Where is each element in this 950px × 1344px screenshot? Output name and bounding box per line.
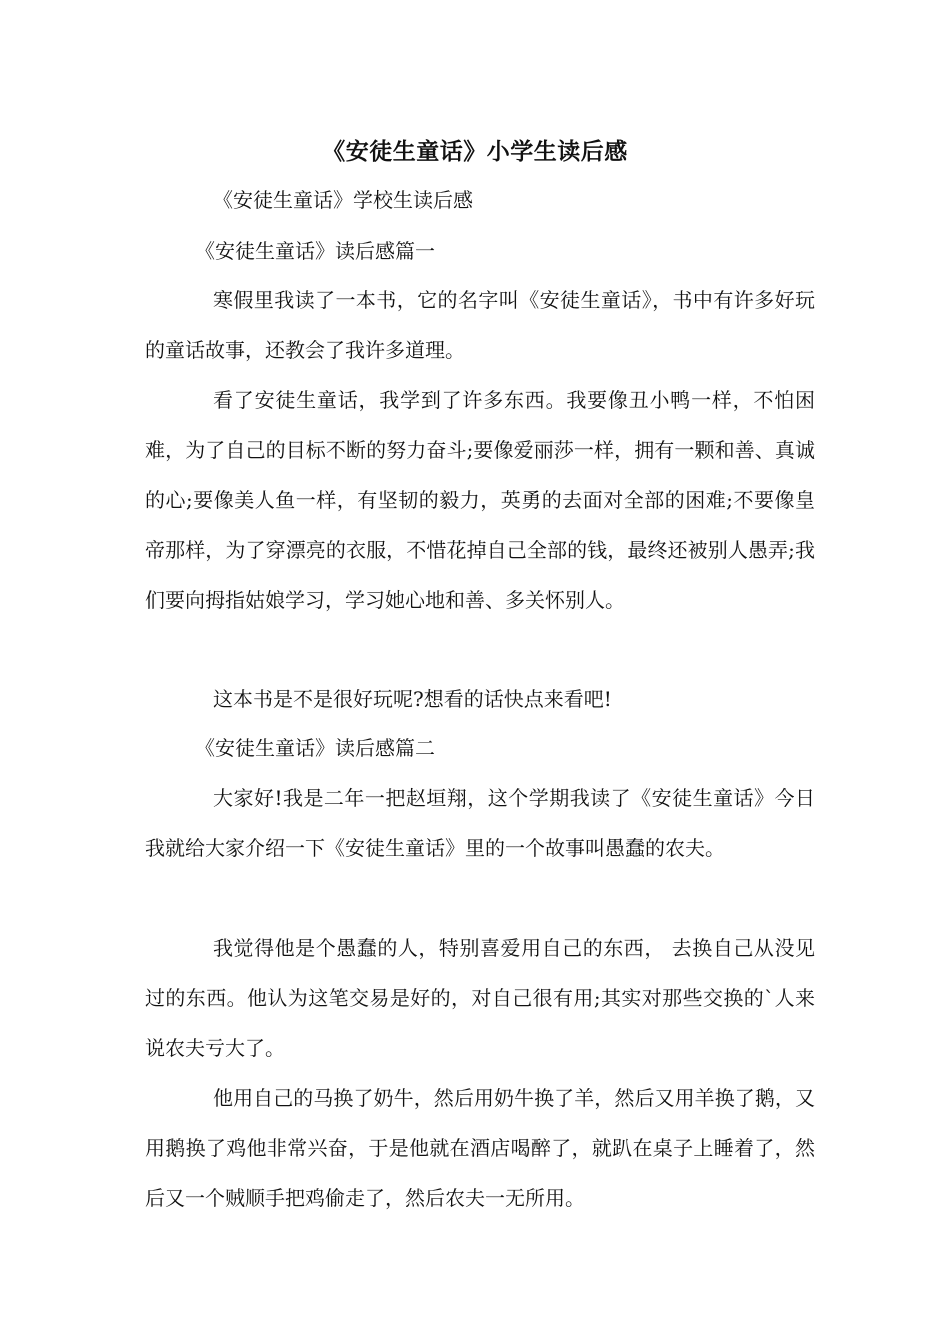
document-title: 《安徒生童话》小学生读后感 xyxy=(322,138,628,165)
paragraph-3: 这本书是不是很好玩呢?想看的话快点来看吧! xyxy=(213,687,612,711)
paragraph-1: 寒假里我读了一本书，它的名字叫《安徒生童话》，书中有许多好玩的童话故事，还教会了我许多道理。 xyxy=(145,288,815,362)
paragraph-6: 他用自己的马换了奶牛，然后用奶牛换了羊，然后又用羊换了鹅，又用鹅换了鸡他非常兴奋，于是他就在酒店喝醉了，就趴在桌子上睡着了，然后又一个贼顺手把鸡偷走了，然后农夫一无所用。 xyxy=(145,1086,815,1210)
section-heading-1: 《安徒生童话》读后感篇一 xyxy=(195,239,435,263)
paragraph-5: 我觉得他是个愚蠢的人，特别喜爱用自己的东西， 去换自己从没见过的东西。他认为这笔交易是好的，对自己很有用;其实对那些交换的`人来说农夫亏大了。 xyxy=(145,936,815,1060)
paragraph-2: 看了安徒生童话，我学到了许多东西。我要像丑小鸭一样，不怕困难，为了自己的目标不断的努力奋斗;要像爱丽莎一样，拥有一颗和善、真诚的心;要像美人鱼一样，有坚韧的毅力，英勇的去面对全部的困难;不要像皇帝那样，为了穿漂亮的衣服，不惜花掉自己全部的钱，最终还被别人愚弄;我们要向拇指姑娘学习，学习她心地和善、多关怀别人。 xyxy=(145,388,815,612)
document-subtitle: 《安徒生童话》学校生读后感 xyxy=(213,188,473,212)
paragraph-4: 大家好!我是二年一把赵垣翔，这个学期我读了《安徒生童话》今日我就给大家介绍一下《安徒生童话》里的一个故事叫愚蠢的农夫。 xyxy=(145,786,815,860)
section-heading-2: 《安徒生童话》读后感篇二 xyxy=(195,736,435,760)
